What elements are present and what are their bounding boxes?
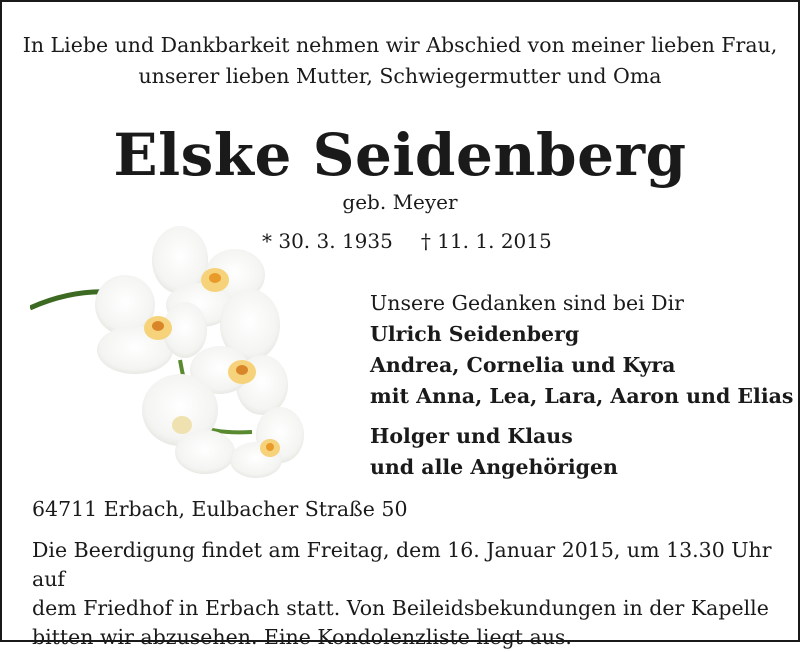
funeral-info — [32, 536, 772, 652]
death-date: † 11. 1. 2015 — [420, 229, 552, 253]
mourner-line: Holger und Klaus — [370, 424, 573, 448]
intro-line: unserer lieben Mutter, Schwiegermutter und Oma — [138, 64, 662, 88]
intro-line: In Liebe und Dankbarkeit nehmen wir Abschied von meiner lieben Frau, — [22, 33, 778, 57]
mourner-line: mit Anna, Lea, Lara, Aaron und Elias — [370, 384, 794, 408]
mourner-line: Andrea, Cornelia und Kyra — [370, 353, 676, 377]
maiden-name: geb. Meyer — [342, 190, 458, 214]
birth-date: * 30. 3. 1935 — [262, 229, 393, 253]
mourner-line: Ulrich Seidenberg — [370, 322, 580, 346]
funeral-line: dem Friedhof in Erbach statt. Von Beileidsbekundungen in der Kapelle — [32, 596, 769, 620]
intro-text — [2, 30, 798, 92]
orchid-image — [30, 220, 310, 482]
funeral-line: bitten wir abzusehen. Eine Kondolenzliste liegt aus. — [32, 625, 572, 649]
mourners-intro: Unsere Gedanken sind bei Dir — [370, 291, 684, 315]
deceased-name: Elske Seidenberg — [113, 121, 687, 189]
mourners-block — [370, 288, 793, 483]
address: 64711 Erbach, Eulbacher Straße 50 — [32, 497, 408, 521]
funeral-line: Die Beerdigung findet am Freitag, dem 16. Januar 2015, um 13.30 Uhr auf — [32, 538, 772, 591]
mourner-line: und alle Angehörigen — [370, 455, 618, 479]
spacer — [370, 412, 793, 421]
